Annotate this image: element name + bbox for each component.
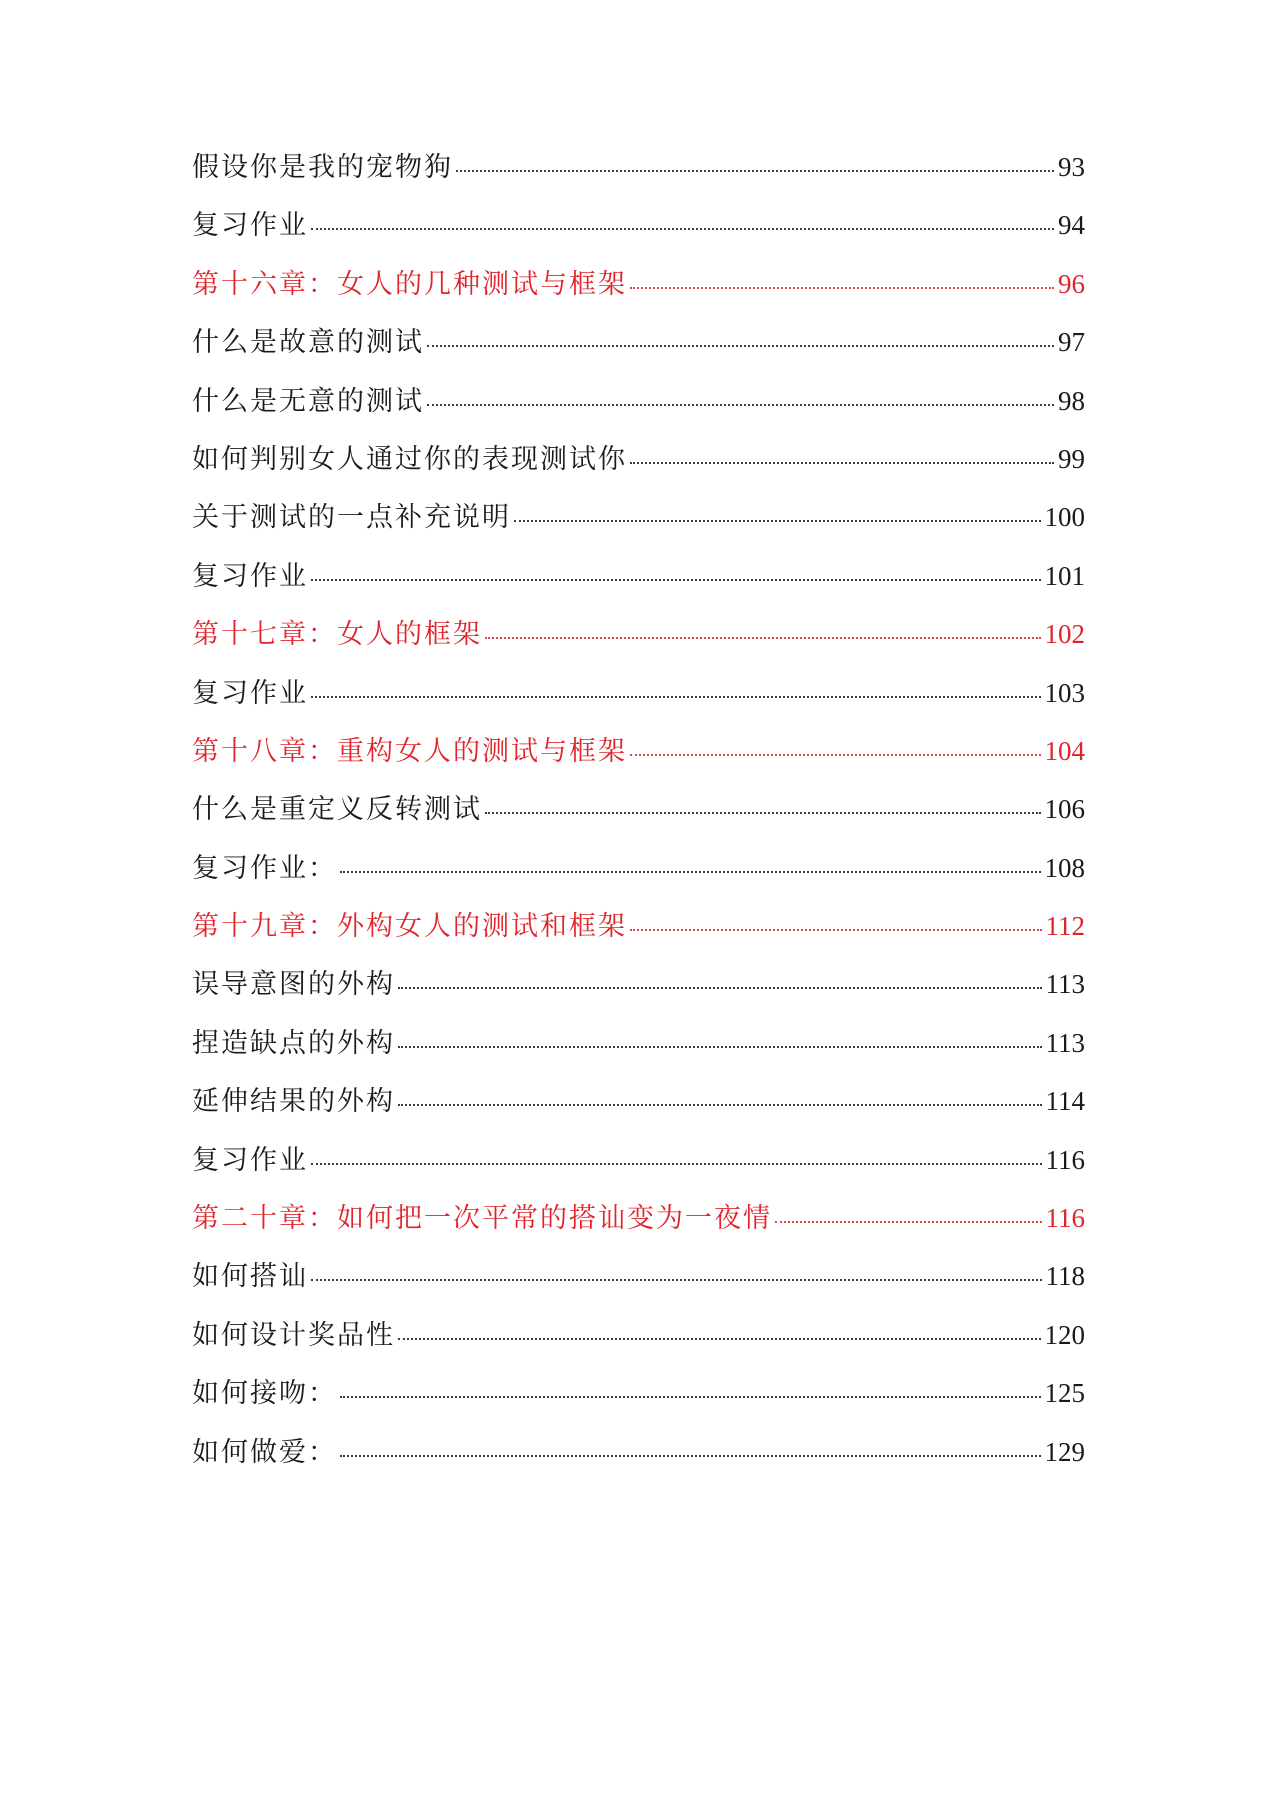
toc-page-number: 112 xyxy=(1045,911,1085,942)
dot-leader xyxy=(630,754,1041,756)
toc-entry-title: 第二十章：如何把一次平常的搭讪变为一夜情 xyxy=(192,1203,772,1235)
toc-entry[interactable] xyxy=(192,203,1085,261)
toc-entry[interactable] xyxy=(192,495,1085,553)
dot-leader xyxy=(630,287,1054,289)
toc-entry[interactable] xyxy=(192,787,1085,845)
toc-page-number: 125 xyxy=(1044,1378,1085,1409)
toc-entry-title: 如何搭讪 xyxy=(192,1261,308,1293)
toc-page-number: 106 xyxy=(1044,794,1085,825)
toc-entry-title: 第十七章：女人的框架 xyxy=(192,619,482,651)
toc-entry-title: 第十六章：女人的几种测试与框架 xyxy=(192,268,627,300)
toc-entry-title: 假设你是我的宠物狗 xyxy=(192,152,453,183)
dot-leader xyxy=(630,462,1054,464)
toc-entry[interactable] xyxy=(192,671,1085,729)
toc-page-number: 114 xyxy=(1045,1086,1085,1117)
dot-leader xyxy=(340,871,1041,873)
dot-leader xyxy=(427,404,1054,406)
toc-page-number: 98 xyxy=(1058,385,1085,416)
dot-leader xyxy=(398,1046,1042,1048)
toc-entry-title: 复习作业： xyxy=(192,852,337,884)
toc-entry[interactable] xyxy=(192,379,1085,437)
toc-entry-title: 第十九章：外构女人的测试和框架 xyxy=(192,911,627,943)
toc-entry[interactable] xyxy=(192,1079,1085,1137)
toc-page-number: 100 xyxy=(1044,502,1085,533)
toc-page-number: 97 xyxy=(1058,327,1085,358)
toc-chapter-entry[interactable] xyxy=(192,612,1085,670)
dot-leader xyxy=(775,1221,1042,1223)
toc-page-number: 116 xyxy=(1045,1203,1085,1234)
dot-leader xyxy=(340,1455,1041,1457)
toc-chapter-entry[interactable] xyxy=(192,729,1085,787)
toc-entry[interactable] xyxy=(192,1138,1085,1196)
dot-leader xyxy=(398,1338,1041,1340)
toc-entry[interactable] xyxy=(192,437,1085,495)
toc-entry[interactable] xyxy=(192,962,1085,1020)
dot-leader xyxy=(311,228,1054,230)
toc-entry[interactable] xyxy=(192,1254,1085,1312)
toc-page-number: 113 xyxy=(1045,969,1085,1000)
toc-page-number: 108 xyxy=(1044,852,1085,883)
toc-entry[interactable] xyxy=(192,554,1085,612)
toc-page-number: 93 xyxy=(1058,152,1085,182)
toc-page-number: 113 xyxy=(1045,1027,1085,1058)
toc-chapter-entry[interactable] xyxy=(192,262,1085,320)
dot-leader xyxy=(427,345,1054,347)
toc-entry-title: 如何设计奖品性 xyxy=(192,1319,395,1351)
toc-entry[interactable] xyxy=(192,1313,1085,1371)
toc-entry-title: 复习作业 xyxy=(192,210,308,242)
dot-leader xyxy=(398,987,1042,989)
toc-entry-title: 如何判别女人通过你的表现测试你 xyxy=(192,443,627,475)
toc-page-number: 94 xyxy=(1058,210,1085,241)
dot-leader xyxy=(311,696,1041,698)
toc-page-number: 116 xyxy=(1045,1144,1085,1175)
toc-entry-title: 捏造缺点的外构 xyxy=(192,1027,395,1059)
toc-entry-title: 关于测试的一点补充说明 xyxy=(192,502,511,534)
toc-chapter-entry[interactable] xyxy=(192,1196,1085,1254)
toc-page-number: 120 xyxy=(1044,1319,1085,1350)
toc-entry-title: 什么是故意的测试 xyxy=(192,327,424,359)
dot-leader xyxy=(630,929,1042,931)
dot-leader xyxy=(485,637,1041,639)
toc-entry-title: 延伸结果的外构 xyxy=(192,1086,395,1118)
toc-entry-title: 复习作业 xyxy=(192,560,308,592)
toc-page-number: 96 xyxy=(1058,268,1085,299)
dot-leader xyxy=(485,812,1041,814)
toc-page-number: 99 xyxy=(1058,443,1085,474)
toc-entry-title: 如何做爱： xyxy=(192,1436,337,1468)
toc-entry-title: 复习作业 xyxy=(192,1144,308,1176)
toc-page-number: 118 xyxy=(1045,1261,1085,1292)
dot-leader xyxy=(514,520,1041,522)
dot-leader xyxy=(311,1163,1042,1165)
toc-entry[interactable] xyxy=(192,320,1085,378)
toc-entry[interactable] xyxy=(192,1021,1085,1079)
toc-entry[interactable] xyxy=(192,846,1085,904)
toc-entry[interactable] xyxy=(192,145,1085,203)
toc-page-number: 101 xyxy=(1044,560,1085,591)
dot-leader xyxy=(311,579,1041,581)
dot-leader xyxy=(340,1396,1041,1398)
toc-entry[interactable] xyxy=(192,1430,1085,1488)
toc-entry[interactable] xyxy=(192,1371,1085,1429)
dot-leader xyxy=(456,170,1054,172)
toc-page-number: 103 xyxy=(1044,677,1085,708)
toc-entry-title: 误导意图的外构 xyxy=(192,969,395,1001)
toc-page-number: 104 xyxy=(1044,735,1085,766)
toc-entry-title: 什么是重定义反转测试 xyxy=(192,794,482,826)
toc-entry-title: 如何接吻： xyxy=(192,1378,337,1410)
dot-leader xyxy=(398,1104,1042,1106)
toc-chapter-entry[interactable] xyxy=(192,904,1085,962)
toc-page-number: 102 xyxy=(1044,619,1085,650)
toc-entry-title: 什么是无意的测试 xyxy=(192,385,424,417)
toc-entry-title: 第十八章：重构女人的测试与框架 xyxy=(192,735,627,767)
dot-leader xyxy=(311,1279,1042,1281)
table-of-contents xyxy=(192,145,1085,1488)
toc-page-number: 129 xyxy=(1044,1436,1085,1467)
toc-entry-title: 复习作业 xyxy=(192,677,308,709)
